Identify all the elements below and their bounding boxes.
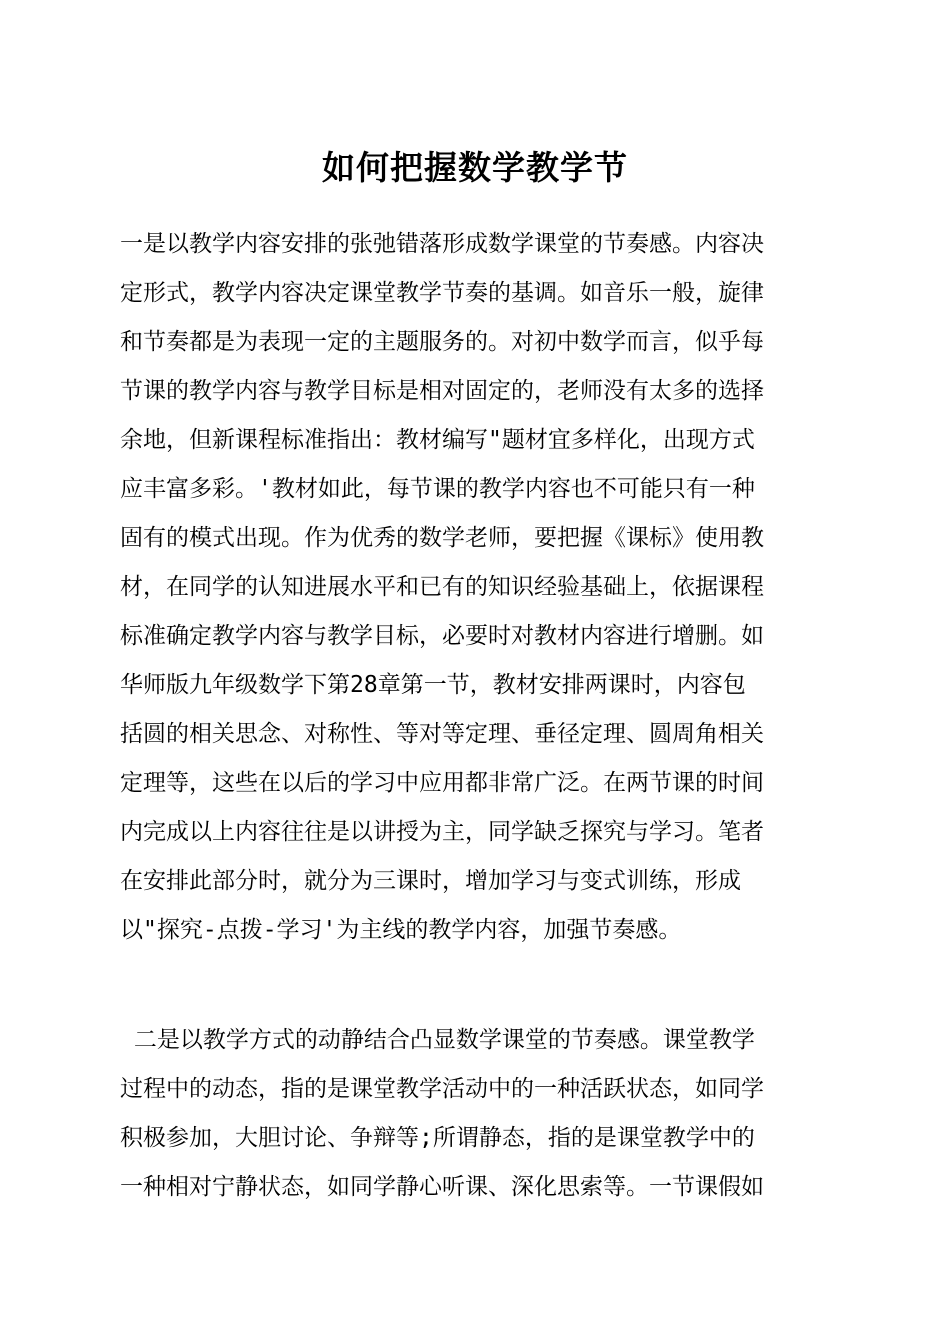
paragraph-line: 定理等，这些在以后的学习中应用都非常广泛。在两节课的时间	[120, 770, 764, 796]
paragraph-line: 余地，但新课程标准指出：教材编写"题材宜多样化，出现方式	[120, 427, 755, 453]
paragraph-line: 一是以教学内容安排的张弛错落形成数学课堂的节奏感。内容决	[120, 231, 764, 257]
paragraph-line: 定形式，教学内容决定课堂教学节奏的基调。如音乐一般，旋律	[120, 280, 764, 306]
paragraph-line: 一种相对宁静状态，如同学静心听课、深化思索等。一节课假如	[120, 1174, 764, 1200]
paragraph-line: 内完成以上内容往往是以讲授为主，同学缺乏探究与学习。笔者	[120, 819, 764, 845]
document-title: 如何把握数学教学节	[322, 148, 628, 187]
paragraph-line: 固有的模式出现。作为优秀的数学老师，要把握《课标》使用教	[120, 525, 764, 551]
paragraph-line: 过程中的动态，指的是课堂教学活动中的一种活跃状态，如同学	[120, 1076, 764, 1102]
paragraph-line: 在安排此部分时，就分为三课时，增加学习与变式训练，形成	[120, 868, 741, 894]
paragraph-line: 华师版九年级数学下第28章第一节，教材安排两课时，内容包	[120, 672, 746, 698]
paragraph-line: 以"探究-点拨-学习'为主线的教学内容，加强节奏感。	[120, 917, 682, 943]
paragraph-line: 积极参加，大胆讨论、争辩等;所谓静态，指的是课堂教学中的	[120, 1125, 755, 1151]
paragraph-line: 标准确定教学内容与教学目标，必要时对教材内容进行增删。如	[120, 623, 764, 649]
paragraph-line: 应丰富多彩。'教材如此，每节课的教学内容也不可能只有一种	[120, 476, 755, 502]
paragraph-line: 括圆的相关思念、对称性、等对等定理、垂径定理、圆周角相关	[120, 721, 764, 747]
paragraph-line: 节课的教学内容与教学目标是相对固定的，老师没有太多的选择	[120, 378, 764, 404]
paragraph-line: 材，在同学的认知进展水平和已有的知识经验基础上，依据课程	[120, 574, 764, 600]
paragraph-line: 和节奏都是为表现一定的主题服务的。对初中数学而言，似乎每	[120, 329, 764, 355]
paragraph-line: 二是以教学方式的动静结合凸显数学课堂的节奏感。课堂教学	[120, 1027, 755, 1053]
